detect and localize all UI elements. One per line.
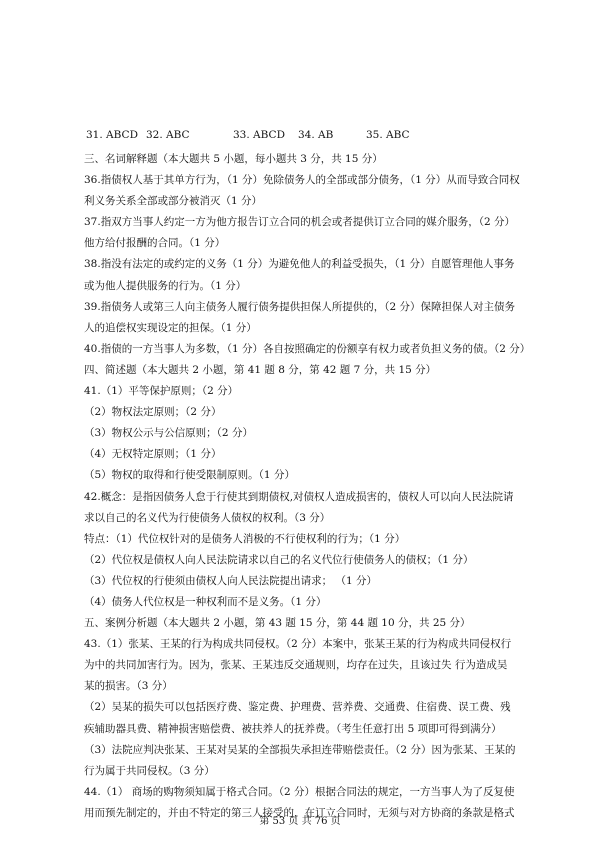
text-line: （4）债务人代位权是一种权利而不是义务。（1 分） bbox=[84, 595, 327, 608]
text-line: 41.（1）平等保护原则；（2 分） bbox=[84, 385, 239, 398]
text-line: 行为属于共同侵权。（3 分） bbox=[84, 764, 215, 777]
text-line: 三、名词解释题（本大题共 5 小题，每小题共 3 分，共 15 分） bbox=[84, 153, 383, 165]
text-line: 用而预先制定的，并由不特定的第三人接受的，在订立合同时，无须与对方协商的条款是格式 bbox=[84, 806, 515, 819]
text-line: （2）物权法定原则；（2 分） bbox=[84, 406, 222, 419]
answer-31: 31. ABCD bbox=[86, 129, 138, 141]
text-line: （5）物权的取得和行使受限制原则。（1 分） bbox=[84, 469, 295, 482]
text-line: 43.（1）张某、王某的行为构成共同侵权。（2 分）本案中，张某王某的行为构成共同侵权行 bbox=[84, 638, 512, 651]
text-line: 38.指没有法定的或约定的义务（1 分）为避免他人的利益受损失，（1 分）自愿管理他人事务 bbox=[84, 258, 515, 271]
text-line: 四、简述题（本大题共 2 小题，第 41 题 8 分，第 42 题 7 分，共 15 分） bbox=[84, 363, 437, 376]
answer-32: 32. ABC bbox=[146, 129, 190, 141]
answer-35: 35. ABC bbox=[366, 129, 410, 141]
text-line: 44.（1） 商场的购物须知属于格式合同。（2 分）根据合同法的规定，一方当事人为了反复使 bbox=[84, 785, 515, 798]
text-line: 特点：（1）代位权针对的是债务人消极的不行使权利的行为；（1 分） bbox=[84, 532, 406, 545]
page-number: 第 53 页 共 76 页 bbox=[259, 816, 341, 827]
answer-33: 33. ABCD bbox=[233, 129, 285, 141]
text-line: 某的损害。（3 分） bbox=[84, 680, 173, 693]
text-line: 五、案例分析题（本大题共 2 小题，第 43 题 15 分，第 44 题 10 分，共 25 分） bbox=[84, 617, 471, 630]
text-line: 他方给付报酬的合同。（1 分） bbox=[84, 237, 226, 250]
text-line: （3）法院应判决张某、王某对吴某的全部损失承担连带赔偿责任。（2 分）因为张某、王某的 bbox=[84, 743, 516, 756]
text-line: （2）代位权是债权人向人民法院请求以自己的名义代位行使债务人的债权；（1 分） bbox=[84, 553, 474, 566]
answer-34: 34. AB bbox=[298, 129, 334, 141]
text-line: （3）代位权的行使须由债权人向人民法院提出请求； （1 分） bbox=[84, 574, 378, 587]
text-line: 39.指债务人或第三人向主债务人履行债务提供担保人所提供的，（2 分）保障担保人对主债务 bbox=[84, 300, 515, 313]
text-line: （3）物权公示与公信原则；（2 分） bbox=[84, 427, 253, 440]
text-line: 37.指双方当事人约定一方为他方报告订立合同的机会或者提供订立合同的媒介服务，（2 分） bbox=[84, 216, 515, 229]
text-line: 36.指债权人基于其单方行为，（1 分）免除债务人的全部或部分债务，（1 分）从而导致合同权 bbox=[84, 174, 520, 187]
text-line: 40.指债的一方当事人为多数，（1 分）各自按照确定的份额享有权力或者负担义务的债。（2 分） bbox=[84, 342, 531, 355]
text-line: 求以自己的名义代为行使债务人债权的权利。（3 分） bbox=[84, 511, 331, 524]
text-line: （2）吴某的损失可以包括医疗费、鉴定费、护理费、营养费、交通费、住宿费、误工费、残 bbox=[84, 701, 511, 714]
text-line: 或为他人提供服务的行为。（1 分） bbox=[84, 279, 247, 292]
text-line: （4）无权特定原则；（1 分） bbox=[84, 448, 222, 461]
text-line: 利义务关系全部或部分被消灭（1 分） bbox=[84, 195, 263, 208]
document-body bbox=[84, 149, 531, 824]
text-line: 疾辅助器具费、精神损害赔偿费、被扶养人的抚养费。（考生任意打出 5 项即可得到满分） bbox=[84, 722, 502, 735]
text-line: 为中的共同加害行为。因为，张某、王某违反交通规则，均存在过失，且该过失 行为造成吴 bbox=[84, 659, 508, 672]
text-line: 人的追偿权实现设定的担保。（1 分） bbox=[84, 321, 257, 334]
text-line: 42.概念：是指因债务人怠于行使其到期债权,对债权人造成损害的，债权人可以向人民法院请 bbox=[84, 490, 514, 503]
